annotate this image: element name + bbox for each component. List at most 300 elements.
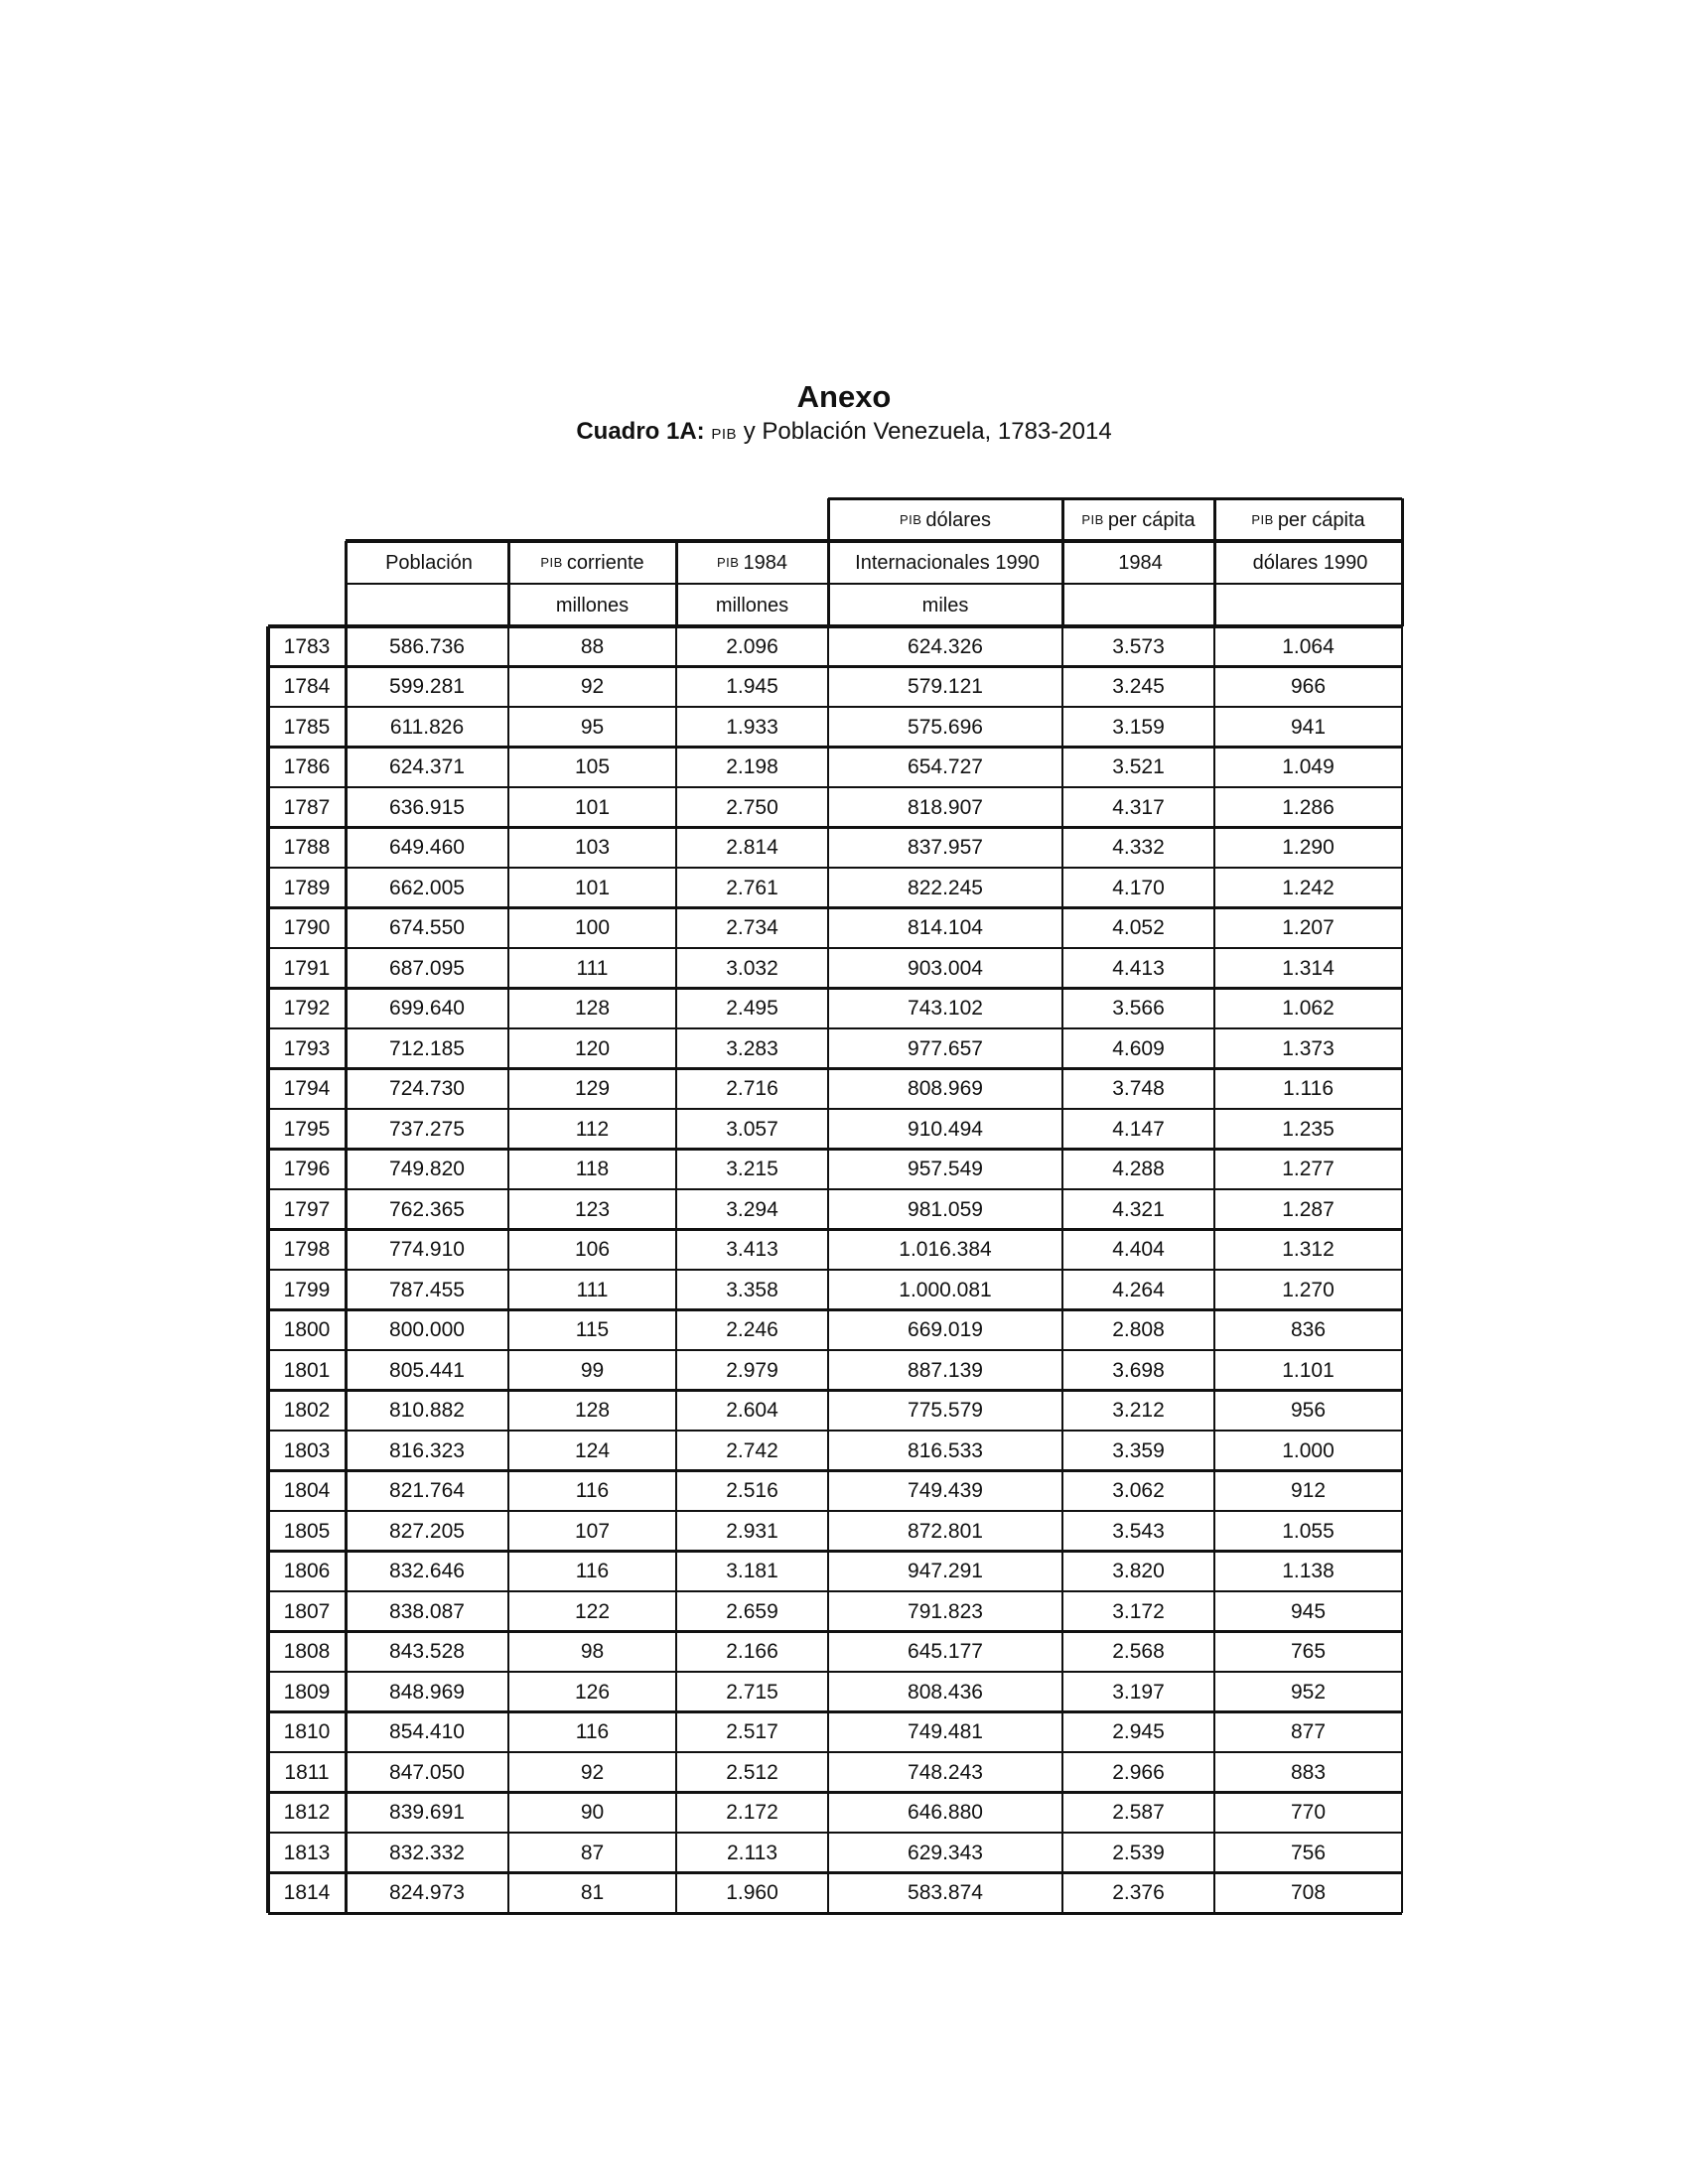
value-cell: 2.246 <box>726 1318 778 1342</box>
value-cell: 832.332 <box>389 1841 465 1864</box>
value-cell: 3.698 <box>1112 1358 1165 1382</box>
value-cell: 100 <box>574 916 611 940</box>
value-cell: 116 <box>575 1720 610 1744</box>
value-cell: 2.742 <box>726 1438 778 1462</box>
table-rule <box>268 706 1402 709</box>
value-cell: 1.945 <box>726 675 778 699</box>
table-rule <box>268 1027 1402 1030</box>
table-rule <box>268 1228 1402 1231</box>
table-rule <box>268 1671 1402 1674</box>
value-cell: 749.439 <box>908 1479 983 1503</box>
value-cell: 2.198 <box>726 755 778 779</box>
header-text: per cápita <box>1277 508 1365 531</box>
value-cell: 654.727 <box>908 755 983 779</box>
value-cell: 101 <box>574 876 611 899</box>
value-cell: 599.281 <box>389 675 465 699</box>
value-cell: 2.814 <box>726 836 778 860</box>
value-cell: 1.062 <box>1282 997 1335 1021</box>
value-cell: 912 <box>1290 1479 1327 1503</box>
value-cell: 128 <box>574 997 611 1021</box>
value-cell: 839.691 <box>389 1801 465 1825</box>
value-cell: 2.734 <box>726 916 778 940</box>
value-cell: 90 <box>580 1801 605 1825</box>
header-text: per cápita <box>1107 508 1196 531</box>
header-text: 1984 <box>1118 551 1163 574</box>
header-text: dólares 1990 <box>1252 551 1368 574</box>
year-cell: 1789 <box>283 876 331 899</box>
value-cell: 81 <box>580 1881 605 1905</box>
value-cell: 575.696 <box>908 715 983 739</box>
year-cell: 1800 <box>283 1318 331 1342</box>
value-cell: 4.413 <box>1112 956 1165 980</box>
column-header <box>1062 498 1214 541</box>
year-cell: 1783 <box>283 634 331 658</box>
value-cell: 687.095 <box>389 956 465 980</box>
table-rule <box>1401 498 1404 626</box>
value-cell: 115 <box>575 1318 610 1342</box>
table-rule <box>268 1630 1402 1633</box>
year-cell: 1787 <box>283 795 331 819</box>
year-cell: 1813 <box>283 1841 331 1864</box>
value-cell: 1.138 <box>1282 1560 1335 1583</box>
value-cell: 106 <box>574 1238 611 1262</box>
value-cell: 3.245 <box>1112 675 1165 699</box>
value-cell: 118 <box>575 1158 610 1181</box>
column-unit: millones <box>555 594 630 616</box>
header-text: dólares <box>925 508 992 531</box>
value-cell: 1.314 <box>1282 956 1335 980</box>
value-cell: 4.317 <box>1112 795 1165 819</box>
column-header <box>1214 541 1402 584</box>
table-rule <box>268 1430 1402 1433</box>
table-rule <box>268 1469 1402 1472</box>
value-cell: 1.270 <box>1282 1278 1335 1301</box>
value-cell: 762.365 <box>389 1197 465 1221</box>
value-cell: 748.243 <box>908 1760 983 1784</box>
value-cell: 947.291 <box>908 1560 983 1583</box>
table-rule <box>1061 498 1064 626</box>
value-cell: 2.539 <box>1112 1841 1165 1864</box>
value-cell: 3.159 <box>1112 715 1165 739</box>
value-cell: 1.207 <box>1282 916 1335 940</box>
value-cell: 636.915 <box>389 795 465 819</box>
value-cell: 649.460 <box>389 836 465 860</box>
column-header <box>508 541 676 584</box>
value-cell: 712.185 <box>389 1036 465 1060</box>
column-header <box>1214 498 1402 541</box>
header-text: 1984 <box>743 551 787 574</box>
value-cell: 4.264 <box>1112 1278 1165 1301</box>
table-rule <box>268 1188 1402 1191</box>
value-cell: 123 <box>574 1197 611 1221</box>
value-cell: 2.808 <box>1112 1318 1165 1342</box>
value-cell: 822.245 <box>908 876 983 899</box>
value-cell: 629.343 <box>908 1841 983 1864</box>
value-cell: 88 <box>580 634 605 658</box>
table-rule <box>345 541 348 626</box>
value-cell: 1.000.081 <box>899 1278 992 1301</box>
year-cell: 1814 <box>283 1881 331 1905</box>
table-rule <box>266 626 270 1913</box>
value-cell: 4.321 <box>1112 1197 1165 1221</box>
value-cell: 98 <box>580 1640 605 1664</box>
value-cell: 1.049 <box>1282 755 1335 779</box>
caption-text: y Población Venezuela, 1783-2014 <box>743 418 1112 445</box>
value-cell: 1.000 <box>1282 1438 1335 1462</box>
value-cell: 836 <box>1290 1318 1327 1342</box>
year-cell: 1792 <box>283 997 331 1021</box>
value-cell: 872.801 <box>908 1519 983 1543</box>
value-cell: 945 <box>1290 1599 1327 1623</box>
header-text: Población <box>385 551 473 574</box>
value-cell: 101 <box>574 795 611 819</box>
header-abbr: PIB <box>717 555 740 570</box>
year-cell: 1791 <box>283 956 331 980</box>
value-cell: 1.242 <box>1282 876 1335 899</box>
value-cell: 2.715 <box>726 1680 778 1704</box>
value-cell: 4.609 <box>1112 1036 1165 1060</box>
value-cell: 3.212 <box>1112 1399 1165 1423</box>
value-cell: 662.005 <box>389 876 465 899</box>
year-cell: 1796 <box>283 1158 331 1181</box>
table-rule <box>828 497 1402 500</box>
table-rule <box>268 1389 1402 1392</box>
value-cell: 3.062 <box>1112 1479 1165 1503</box>
column-unit: miles <box>921 594 969 616</box>
value-cell: 749.820 <box>389 1158 465 1181</box>
table-rule <box>268 987 1402 990</box>
value-cell: 3.521 <box>1112 755 1165 779</box>
caption-abbr: PIB <box>711 426 738 443</box>
header-abbr: PIB <box>1251 512 1274 527</box>
year-cell: 1794 <box>283 1077 331 1101</box>
table-rule <box>507 626 510 1913</box>
value-cell: 2.512 <box>726 1760 778 1784</box>
value-cell: 586.736 <box>389 634 465 658</box>
value-cell: 821.764 <box>389 1479 465 1503</box>
value-cell: 903.004 <box>908 956 983 980</box>
value-cell: 4.288 <box>1112 1158 1165 1181</box>
value-cell: 624.371 <box>389 755 465 779</box>
value-cell: 848.969 <box>389 1680 465 1704</box>
value-cell: 887.139 <box>908 1358 983 1382</box>
column-unit <box>1062 584 1214 626</box>
table-rule <box>268 1349 1402 1352</box>
value-cell: 838.087 <box>389 1599 465 1623</box>
header-abbr: PIB <box>540 555 563 570</box>
value-cell: 2.113 <box>727 1841 777 1864</box>
table-caption <box>0 418 1688 446</box>
value-cell: 2.166 <box>726 1640 778 1664</box>
column-unit <box>346 584 508 626</box>
value-cell: 2.945 <box>1112 1720 1165 1744</box>
value-cell: 4.170 <box>1112 876 1165 899</box>
year-cell: 1795 <box>283 1117 331 1141</box>
table-rule <box>268 867 1402 870</box>
value-cell: 743.102 <box>908 997 983 1021</box>
value-cell: 824.973 <box>389 1881 465 1905</box>
year-cell: 1801 <box>283 1358 331 1382</box>
value-cell: 699.640 <box>389 997 465 1021</box>
value-cell: 3.573 <box>1112 634 1165 658</box>
value-cell: 883 <box>1290 1760 1327 1784</box>
value-cell: 832.646 <box>389 1560 465 1583</box>
table-rule <box>268 1912 1402 1915</box>
value-cell: 3.748 <box>1112 1077 1165 1101</box>
value-cell: 791.823 <box>908 1599 983 1623</box>
value-cell: 1.055 <box>1282 1519 1335 1543</box>
column-header <box>346 541 508 584</box>
value-cell: 92 <box>580 675 605 699</box>
column-header <box>828 541 1062 584</box>
value-cell: 624.326 <box>908 634 983 658</box>
value-cell: 116 <box>575 1560 610 1583</box>
caption-label: Cuadro 1A: <box>576 418 705 445</box>
value-cell: 1.960 <box>726 1881 778 1905</box>
table-rule <box>268 826 1402 829</box>
value-cell: 3.543 <box>1112 1519 1165 1543</box>
value-cell: 3.820 <box>1112 1560 1165 1583</box>
value-cell: 1.312 <box>1282 1238 1335 1262</box>
year-cell: 1808 <box>283 1640 331 1664</box>
value-cell: 646.880 <box>908 1801 983 1825</box>
value-cell: 2.750 <box>726 795 778 819</box>
value-cell: 810.882 <box>389 1399 465 1423</box>
value-cell: 724.730 <box>389 1077 465 1101</box>
value-cell: 111 <box>576 1278 609 1301</box>
year-cell: 1785 <box>283 715 331 739</box>
value-cell: 941 <box>1290 715 1327 739</box>
value-cell: 2.716 <box>726 1077 778 1101</box>
value-cell: 669.019 <box>908 1318 983 1342</box>
value-cell: 1.287 <box>1282 1197 1335 1221</box>
value-cell: 756 <box>1290 1841 1327 1864</box>
value-cell: 3.294 <box>726 1197 778 1221</box>
table-rule <box>268 1308 1402 1311</box>
value-cell: 2.979 <box>726 1358 778 1382</box>
value-cell: 107 <box>574 1519 611 1543</box>
year-cell: 1809 <box>283 1680 331 1704</box>
value-cell: 583.874 <box>908 1881 983 1905</box>
page-title: Anexo <box>796 379 892 414</box>
value-cell: 87 <box>580 1841 605 1864</box>
table-rule <box>268 746 1402 749</box>
value-cell: 737.275 <box>389 1117 465 1141</box>
year-cell: 1799 <box>283 1278 331 1301</box>
table-rule <box>346 539 1402 543</box>
value-cell: 877 <box>1290 1720 1327 1744</box>
table-rule <box>268 1791 1402 1794</box>
column-unit <box>1214 584 1402 626</box>
value-cell: 749.481 <box>908 1720 983 1744</box>
value-cell: 2.659 <box>726 1599 778 1623</box>
value-cell: 952 <box>1290 1680 1327 1704</box>
year-cell: 1804 <box>283 1479 331 1503</box>
value-cell: 1.286 <box>1282 795 1335 819</box>
value-cell: 128 <box>574 1399 611 1423</box>
value-cell: 827.205 <box>389 1519 465 1543</box>
value-cell: 1.290 <box>1282 836 1335 860</box>
year-cell: 1788 <box>283 836 331 860</box>
header-abbr: PIB <box>1081 512 1104 527</box>
value-cell: 116 <box>575 1479 610 1503</box>
value-cell: 816.323 <box>389 1438 465 1462</box>
value-cell: 3.181 <box>726 1560 778 1583</box>
value-cell: 765 <box>1290 1640 1327 1664</box>
value-cell: 2.495 <box>726 997 778 1021</box>
value-cell: 611.826 <box>389 715 465 739</box>
value-cell: 774.910 <box>389 1238 465 1262</box>
value-cell: 775.579 <box>908 1399 983 1423</box>
table-rule <box>268 1710 1402 1713</box>
year-cell: 1793 <box>283 1036 331 1060</box>
value-cell: 708 <box>1290 1881 1327 1905</box>
value-cell: 124 <box>574 1438 611 1462</box>
value-cell: 814.104 <box>908 916 983 940</box>
header-text: Internacionales 1990 <box>855 551 1040 574</box>
value-cell: 129 <box>574 1077 611 1101</box>
value-cell: 966 <box>1290 675 1327 699</box>
table-rule <box>268 1832 1402 1835</box>
year-cell: 1812 <box>283 1801 331 1825</box>
value-cell: 957.549 <box>908 1158 983 1181</box>
value-cell: 800.000 <box>389 1318 465 1342</box>
value-cell: 3.172 <box>1112 1599 1165 1623</box>
value-cell: 2.516 <box>726 1479 778 1503</box>
value-cell: 674.550 <box>389 916 465 940</box>
table-rule <box>268 906 1402 909</box>
value-cell: 770 <box>1290 1801 1327 1825</box>
table-rule <box>268 1269 1402 1272</box>
value-cell: 3.283 <box>726 1036 778 1060</box>
value-cell: 4.052 <box>1112 916 1165 940</box>
value-cell: 2.172 <box>726 1801 778 1825</box>
table-rule <box>268 1067 1402 1070</box>
value-cell: 105 <box>574 755 611 779</box>
value-cell: 3.359 <box>1112 1438 1165 1462</box>
table-rule <box>268 624 1402 628</box>
value-cell: 1.277 <box>1282 1158 1335 1181</box>
value-cell: 95 <box>580 715 605 739</box>
table-rule <box>268 1510 1402 1513</box>
value-cell: 2.931 <box>726 1519 778 1543</box>
value-cell: 843.528 <box>389 1640 465 1664</box>
column-unit: millones <box>715 594 789 616</box>
value-cell: 1.116 <box>1283 1077 1334 1101</box>
value-cell: 2.517 <box>726 1720 778 1744</box>
value-cell: 2.376 <box>1112 1881 1165 1905</box>
year-cell: 1790 <box>283 916 331 940</box>
year-cell: 1797 <box>283 1197 331 1221</box>
year-cell: 1807 <box>283 1599 331 1623</box>
year-cell: 1806 <box>283 1560 331 1583</box>
table-rule <box>827 498 830 626</box>
value-cell: 112 <box>575 1117 610 1141</box>
header-abbr: PIB <box>899 512 922 527</box>
value-cell: 4.332 <box>1112 836 1165 860</box>
table-rule <box>268 1148 1402 1151</box>
value-cell: 910.494 <box>908 1117 983 1141</box>
table-rule <box>507 541 510 626</box>
value-cell: 3.057 <box>726 1117 778 1141</box>
value-cell: 122 <box>574 1599 611 1623</box>
value-cell: 3.413 <box>726 1238 778 1262</box>
value-cell: 3.358 <box>726 1278 778 1301</box>
value-cell: 2.587 <box>1112 1801 1165 1825</box>
value-cell: 818.907 <box>908 795 983 819</box>
table-rule <box>268 1871 1402 1874</box>
value-cell: 805.441 <box>389 1358 465 1382</box>
value-cell: 1.235 <box>1282 1117 1335 1141</box>
table-rule <box>268 786 1402 789</box>
value-cell: 579.121 <box>908 675 983 699</box>
value-cell: 92 <box>580 1760 605 1784</box>
table-rule <box>1213 626 1216 1913</box>
value-cell: 3.032 <box>726 956 778 980</box>
value-cell: 126 <box>574 1680 611 1704</box>
table-rule <box>268 665 1402 668</box>
value-cell: 808.969 <box>908 1077 983 1101</box>
table-rule <box>268 947 1402 950</box>
column-header <box>828 498 1062 541</box>
year-cell: 1805 <box>283 1519 331 1543</box>
value-cell: 2.761 <box>726 876 778 899</box>
year-cell: 1810 <box>283 1720 331 1744</box>
value-cell: 808.436 <box>908 1680 983 1704</box>
year-cell: 1784 <box>283 675 331 699</box>
year-cell: 1798 <box>283 1238 331 1262</box>
table-rule <box>675 541 678 626</box>
value-cell: 1.933 <box>726 715 778 739</box>
value-cell: 103 <box>574 836 611 860</box>
value-cell: 2.096 <box>726 634 778 658</box>
value-cell: 645.177 <box>908 1640 983 1664</box>
header-text: corriente <box>566 551 644 574</box>
table-rule <box>268 1108 1402 1111</box>
value-cell: 2.604 <box>726 1399 778 1423</box>
value-cell: 3.566 <box>1112 997 1165 1021</box>
year-cell: 1811 <box>284 1760 330 1784</box>
value-cell: 4.147 <box>1112 1117 1165 1141</box>
value-cell: 977.657 <box>908 1036 983 1060</box>
value-cell: 99 <box>580 1358 605 1382</box>
table-rule <box>1061 626 1064 1913</box>
table-rule <box>268 1751 1402 1754</box>
value-cell: 3.215 <box>726 1158 778 1181</box>
table-rule <box>345 626 348 1913</box>
value-cell: 2.966 <box>1112 1760 1165 1784</box>
value-cell: 854.410 <box>389 1720 465 1744</box>
value-cell: 4.404 <box>1112 1238 1165 1262</box>
column-header <box>676 541 828 584</box>
value-cell: 1.064 <box>1282 634 1335 658</box>
year-cell: 1802 <box>283 1399 331 1423</box>
value-cell: 787.455 <box>389 1278 465 1301</box>
value-cell: 2.568 <box>1112 1640 1165 1664</box>
table-rule <box>1401 626 1404 1913</box>
table-rule <box>675 626 678 1913</box>
value-cell: 956 <box>1290 1399 1327 1423</box>
value-cell: 3.197 <box>1112 1680 1165 1704</box>
value-cell: 111 <box>576 956 609 980</box>
table-rule <box>346 583 1402 586</box>
table-rule <box>268 1590 1402 1593</box>
value-cell: 1.016.384 <box>899 1238 992 1262</box>
value-cell: 1.373 <box>1282 1036 1335 1060</box>
value-cell: 981.059 <box>908 1197 983 1221</box>
table-rule <box>827 626 830 1913</box>
column-header <box>1062 541 1214 584</box>
